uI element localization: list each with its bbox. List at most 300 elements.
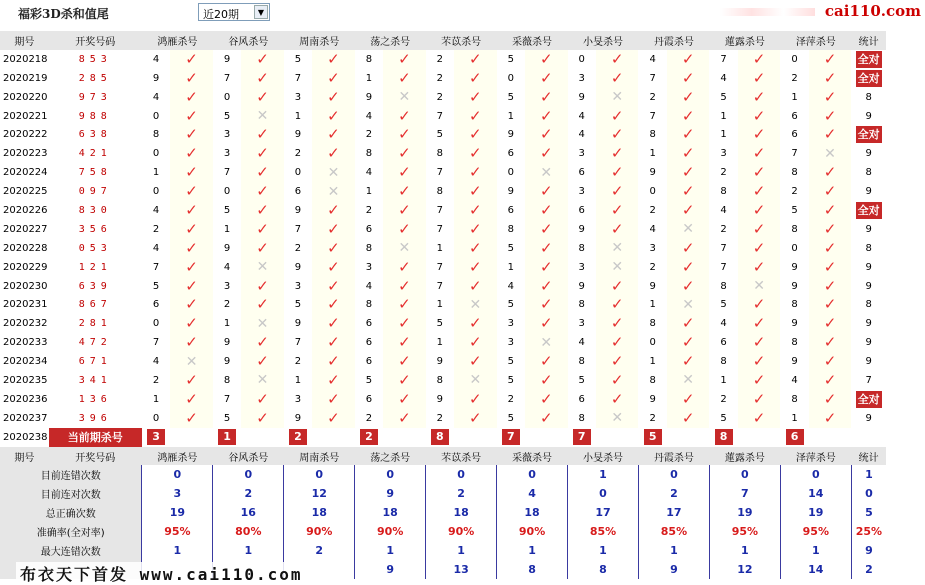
cross-icon: ✕ xyxy=(256,108,269,124)
checkmark-icon: ✓ xyxy=(823,182,837,201)
kill-pick-cell: 8 xyxy=(649,318,656,330)
stat-cell xyxy=(851,277,886,296)
result-cell xyxy=(667,352,710,371)
result-cell xyxy=(454,107,497,126)
kill-pick-cell: 1 xyxy=(223,223,231,235)
current-pick-cell xyxy=(213,428,241,447)
result-cell xyxy=(809,88,852,107)
result-cell xyxy=(241,182,284,201)
stats-value: 0 xyxy=(284,465,355,484)
result-cell xyxy=(170,390,213,409)
kill-pick-cell: 2 xyxy=(436,53,444,65)
draw-number-cell: 396 xyxy=(78,412,112,424)
checkmark-icon: ✓ xyxy=(823,68,837,87)
kill-pick-cell: 0 xyxy=(507,72,514,84)
checkmark-icon: ✓ xyxy=(681,144,695,163)
checkmark-icon: ✓ xyxy=(185,408,198,427)
kill-pick-cell: 3 xyxy=(578,148,585,160)
result-cell xyxy=(596,390,639,409)
kill-pick-cell: 3 xyxy=(507,318,514,330)
kill-pick-cell: 4 xyxy=(720,72,727,84)
stats-value: 0 xyxy=(213,465,284,484)
kill-pick-cell: 7 xyxy=(294,223,302,235)
stat-value: 8 xyxy=(865,91,872,103)
cross-icon: ✕ xyxy=(256,315,269,332)
table-row xyxy=(0,239,886,258)
current-pick-badge: 7 xyxy=(502,429,520,445)
result-cell xyxy=(454,163,497,182)
checkmark-icon: ✓ xyxy=(256,182,269,201)
result-cell xyxy=(809,69,852,88)
stats-label: 目前连对次数 xyxy=(0,484,142,503)
result-cell xyxy=(241,314,284,333)
draw-number-cell: 988 xyxy=(78,110,112,122)
kill-pick-cell: 0 xyxy=(152,318,160,330)
result-cell xyxy=(809,50,852,69)
result-cell xyxy=(525,390,568,409)
result-cell xyxy=(596,258,639,277)
result-cell xyxy=(738,371,781,390)
result-cell xyxy=(525,314,568,333)
stats-value: 12 xyxy=(284,484,355,503)
stats-value: 80% xyxy=(213,522,284,541)
result-cell xyxy=(454,144,497,163)
checkmark-icon: ✓ xyxy=(256,389,269,408)
checkmark-icon: ✓ xyxy=(539,257,553,276)
checkmark-icon: ✓ xyxy=(469,238,482,257)
checkmark-icon: ✓ xyxy=(610,219,624,238)
result-cell xyxy=(596,277,639,296)
checkmark-icon: ✓ xyxy=(469,49,482,68)
col-method-header: 丹霞杀号 xyxy=(638,447,709,466)
checkmark-icon: ✓ xyxy=(398,371,411,389)
result-cell xyxy=(809,125,852,144)
kill-pick-cell: 1 xyxy=(294,374,302,386)
result-cell xyxy=(525,220,568,239)
checkmark-icon: ✓ xyxy=(256,201,269,219)
kill-pick-cell: 6 xyxy=(365,393,373,405)
stats-value: 18 xyxy=(284,503,355,522)
stats-value: 1 xyxy=(142,541,213,560)
kill-pick-cell: 6 xyxy=(294,186,302,198)
cross-icon: ✕ xyxy=(256,372,269,389)
current-empty-cell xyxy=(809,428,852,447)
kill-pick-cell: 5 xyxy=(720,412,727,424)
stat-cell xyxy=(851,88,886,107)
stat-cell xyxy=(851,371,886,390)
kill-pick-cell: 5 xyxy=(294,53,302,65)
current-pick-badge: 8 xyxy=(431,429,449,445)
stat-cell xyxy=(851,239,886,258)
checkmark-icon: ✓ xyxy=(823,276,837,295)
col-draw-header: 开奖号码 xyxy=(49,447,142,466)
checkmark-icon: ✓ xyxy=(327,295,340,314)
draw-number-cell: 472 xyxy=(78,337,112,349)
checkmark-icon: ✓ xyxy=(398,125,411,144)
checkmark-icon: ✓ xyxy=(752,295,766,314)
draw-number-cell: 136 xyxy=(78,393,112,405)
checkmark-icon: ✓ xyxy=(823,87,837,106)
stat-cell xyxy=(851,69,886,88)
col-method-header: 丹霞杀号 xyxy=(638,31,709,50)
result-cell xyxy=(596,69,639,88)
kill-pick-cell: 8 xyxy=(436,374,444,386)
kill-pick-cell: 2 xyxy=(223,299,231,311)
draw-number-cell: 638 xyxy=(78,129,112,141)
checkmark-icon: ✓ xyxy=(327,201,340,219)
stats-value: 18 xyxy=(426,503,497,522)
result-cell xyxy=(383,88,426,107)
kill-pick-cell: 8 xyxy=(720,186,727,198)
kill-pick-cell: 5 xyxy=(507,412,514,424)
kill-pick-cell: 9 xyxy=(223,337,231,349)
result-cell xyxy=(454,182,497,201)
checkmark-icon: ✓ xyxy=(681,276,695,295)
result-cell xyxy=(596,352,639,371)
checkmark-icon: ✓ xyxy=(327,389,340,408)
kill-pick-cell: 9 xyxy=(578,91,585,103)
result-cell xyxy=(809,258,852,277)
result-cell xyxy=(170,182,213,201)
stat-value: 9 xyxy=(865,186,872,198)
checkmark-icon: ✓ xyxy=(398,106,411,125)
result-cell xyxy=(312,409,355,428)
checkmark-icon: ✓ xyxy=(185,219,198,238)
result-cell xyxy=(454,390,497,409)
current-empty-cell xyxy=(241,428,284,447)
checkmark-icon: ✓ xyxy=(398,257,411,276)
stats-row xyxy=(0,484,886,503)
result-cell xyxy=(454,352,497,371)
stats-value: 8 xyxy=(568,560,639,579)
result-cell xyxy=(667,107,710,126)
kill-pick-cell: 1 xyxy=(720,374,727,386)
checkmark-icon: ✓ xyxy=(398,314,411,333)
checkmark-icon: ✓ xyxy=(256,144,269,163)
stats-label: 总正确次数 xyxy=(0,503,142,522)
checkmark-icon: ✓ xyxy=(327,408,340,427)
checkmark-icon: ✓ xyxy=(539,182,553,201)
checkmark-icon: ✓ xyxy=(469,182,482,201)
checkmark-icon: ✓ xyxy=(327,276,340,295)
kill-pick-cell: 4 xyxy=(152,53,160,65)
result-cell xyxy=(525,107,568,126)
result-cell xyxy=(454,277,497,296)
kill-pick-cell: 4 xyxy=(649,53,656,65)
cross-icon: ✕ xyxy=(540,334,553,351)
result-cell xyxy=(596,239,639,258)
result-cell xyxy=(241,107,284,126)
stats-value: 16 xyxy=(213,503,284,522)
kill-pick-cell: 1 xyxy=(152,393,160,405)
kill-pick-cell: 8 xyxy=(791,299,798,311)
current-period-cell: 2020238 xyxy=(3,431,48,443)
checkmark-icon: ✓ xyxy=(398,163,411,182)
stat-value: 9 xyxy=(865,318,872,330)
checkmark-icon: ✓ xyxy=(539,295,553,314)
cross-icon: ✕ xyxy=(611,89,624,106)
checkmark-icon: ✓ xyxy=(752,314,766,333)
result-cell xyxy=(667,409,710,428)
kill-pick-cell: 5 xyxy=(720,91,727,103)
result-cell xyxy=(667,182,710,201)
kill-pick-cell: 8 xyxy=(720,356,727,368)
kill-pick-cell: 9 xyxy=(578,223,585,235)
kill-pick-cell: 9 xyxy=(223,356,231,368)
kill-pick-cell: 2 xyxy=(791,72,798,84)
kill-pick-cell: 3 xyxy=(223,148,231,160)
result-cell xyxy=(738,220,781,239)
checkmark-icon: ✓ xyxy=(327,68,340,87)
kill-pick-cell: 3 xyxy=(294,91,302,103)
kill-pick-cell: 7 xyxy=(720,242,727,254)
draw-number-cell: 341 xyxy=(78,374,112,386)
period-cell: 2020234 xyxy=(3,356,48,368)
current-empty-cell xyxy=(170,428,213,447)
stats-value: 0 xyxy=(426,465,497,484)
result-cell xyxy=(454,409,497,428)
stats-value: 0 xyxy=(568,484,639,503)
result-cell xyxy=(383,220,426,239)
result-cell xyxy=(809,333,852,352)
stats-value: 18 xyxy=(497,503,568,522)
checkmark-icon: ✓ xyxy=(823,106,837,125)
kill-pick-cell: 3 xyxy=(365,261,373,273)
checkmark-icon: ✓ xyxy=(681,182,695,201)
stats-row xyxy=(0,503,886,522)
all-correct-badge: 全对 xyxy=(857,52,880,66)
result-cell xyxy=(525,371,568,390)
current-pick-cell xyxy=(638,428,666,447)
result-cell xyxy=(667,371,710,390)
stats-value: 8 xyxy=(497,560,568,579)
col-method-header: 蓮露杀号 xyxy=(709,447,780,466)
checkmark-icon: ✓ xyxy=(823,352,837,371)
result-cell xyxy=(667,239,710,258)
result-cell xyxy=(738,69,781,88)
period-cell: 2020231 xyxy=(3,299,48,311)
draw-number-cell: 853 xyxy=(78,53,112,65)
result-cell xyxy=(738,239,781,258)
kill-pick-cell: 8 xyxy=(578,412,585,424)
stats-value: 17 xyxy=(568,503,639,522)
checkmark-icon: ✓ xyxy=(185,371,198,389)
checkmark-icon: ✓ xyxy=(752,408,766,427)
draw-number-cell: 421 xyxy=(78,148,112,160)
result-cell xyxy=(241,201,284,220)
result-cell xyxy=(170,220,213,239)
result-cell xyxy=(170,258,213,277)
kill-pick-cell: 8 xyxy=(365,299,373,311)
kill-pick-cell: 4 xyxy=(365,110,373,122)
checkmark-icon: ✓ xyxy=(469,408,482,427)
kill-pick-cell: 0 xyxy=(152,412,160,424)
col-method-header: 泽萍杀号 xyxy=(780,447,851,466)
kill-pick-cell: 2 xyxy=(720,223,727,235)
table-row xyxy=(0,352,886,371)
kill-pick-cell: 1 xyxy=(649,356,656,368)
kill-pick-cell: 8 xyxy=(578,242,585,254)
kill-pick-cell: 8 xyxy=(791,223,798,235)
checkmark-icon: ✓ xyxy=(185,87,198,106)
kill-pick-cell: 4 xyxy=(720,318,727,330)
cross-icon: ✕ xyxy=(611,259,624,276)
kill-pick-cell: 3 xyxy=(507,337,514,349)
cross-icon: ✕ xyxy=(327,183,340,200)
stats-value: 14 xyxy=(780,484,851,503)
kill-pick-cell: 0 xyxy=(791,53,798,65)
result-cell xyxy=(454,371,497,390)
stat-value: 8 xyxy=(865,167,872,179)
result-cell xyxy=(525,201,568,220)
kill-pick-cell: 5 xyxy=(507,356,514,368)
col-method-header: 芣苡杀号 xyxy=(426,31,497,50)
page-title: 福彩3D杀和值尾 xyxy=(18,7,109,21)
checkmark-icon: ✓ xyxy=(469,201,482,219)
stat-value: 8 xyxy=(865,299,872,311)
checkmark-icon: ✓ xyxy=(823,295,837,314)
result-cell xyxy=(312,371,355,390)
kill-pick-cell: 9 xyxy=(294,412,302,424)
kill-pick-cell: 9 xyxy=(294,204,302,216)
current-period-row xyxy=(0,428,886,447)
result-cell xyxy=(809,220,852,239)
col-method-header: 谷风杀号 xyxy=(213,31,284,50)
checkmark-icon: ✓ xyxy=(185,295,198,314)
checkmark-icon: ✓ xyxy=(256,87,269,106)
kill-pick-cell: 5 xyxy=(507,299,514,311)
result-cell xyxy=(596,409,639,428)
period-cell: 2020222 xyxy=(3,129,48,141)
footer-watermark: 布衣天下首发 www.cai110.com xyxy=(16,562,307,585)
checkmark-icon: ✓ xyxy=(539,68,553,87)
checkmark-icon: ✓ xyxy=(185,333,198,352)
result-cell xyxy=(525,144,568,163)
table-row xyxy=(0,88,886,107)
kill-pick-cell: 5 xyxy=(152,280,160,292)
chevron-down-icon[interactable]: ▼ xyxy=(254,5,268,19)
stats-value: 7 xyxy=(709,484,780,503)
stat-value: 9 xyxy=(865,110,872,122)
draw-number-cell: 356 xyxy=(78,223,112,235)
cross-icon: ✕ xyxy=(469,372,482,389)
kill-pick-cell: 9 xyxy=(649,167,656,179)
result-cell xyxy=(312,163,355,182)
result-cell xyxy=(809,163,852,182)
checkmark-icon: ✓ xyxy=(610,371,624,389)
site-logo: cai110.com xyxy=(824,2,921,20)
result-cell xyxy=(383,69,426,88)
checkmark-icon: ✓ xyxy=(185,106,198,125)
stat-cell xyxy=(851,144,886,163)
draw-number-cell: 639 xyxy=(78,280,112,292)
checkmark-icon: ✓ xyxy=(823,219,837,238)
col-method-header: 鸿雁杀号 xyxy=(142,447,213,466)
kill-pick-cell: 1 xyxy=(720,129,727,141)
kill-pick-cell: 2 xyxy=(152,223,160,235)
col-method-header: 芣苡杀号 xyxy=(426,447,497,466)
kill-pick-cell: 9 xyxy=(791,318,798,330)
checkmark-icon: ✓ xyxy=(752,49,766,68)
result-cell xyxy=(596,201,639,220)
current-pick-badge: 7 xyxy=(573,429,591,445)
stat-value: 9 xyxy=(865,261,872,273)
current-pick-badge: 2 xyxy=(360,429,378,445)
checkmark-icon: ✓ xyxy=(752,87,766,106)
result-cell xyxy=(312,390,355,409)
checkmark-icon: ✓ xyxy=(398,295,411,314)
cross-icon: ✕ xyxy=(256,259,269,276)
result-cell xyxy=(738,201,781,220)
checkmark-icon: ✓ xyxy=(256,68,269,87)
checkmark-icon: ✓ xyxy=(398,352,411,371)
kill-pick-cell: 7 xyxy=(436,280,444,292)
kill-pick-cell: 4 xyxy=(365,280,373,292)
table-row xyxy=(0,107,886,126)
kill-pick-cell: 2 xyxy=(720,393,727,405)
result-cell xyxy=(738,333,781,352)
result-cell xyxy=(312,50,355,69)
period-range-select[interactable] xyxy=(198,3,270,21)
checkmark-icon: ✓ xyxy=(256,408,269,427)
checkmark-icon: ✓ xyxy=(681,333,695,352)
result-cell xyxy=(454,333,497,352)
stat-value: 9 xyxy=(865,337,872,349)
checkmark-icon: ✓ xyxy=(823,238,837,257)
stats-value: 85% xyxy=(568,522,639,541)
kill-pick-cell: 5 xyxy=(791,204,798,216)
kill-pick-cell: 9 xyxy=(436,356,444,368)
kill-pick-cell: 6 xyxy=(791,110,798,122)
result-cell xyxy=(170,107,213,126)
kill-pick-cell: 7 xyxy=(152,261,160,273)
checkmark-icon: ✓ xyxy=(327,333,340,352)
checkmark-icon: ✓ xyxy=(469,68,482,87)
table-row xyxy=(0,371,886,390)
result-cell xyxy=(383,182,426,201)
checkmark-icon: ✓ xyxy=(539,238,553,257)
checkmark-icon: ✓ xyxy=(752,238,766,257)
period-cell: 2020220 xyxy=(3,91,48,103)
result-cell xyxy=(241,125,284,144)
checkmark-icon: ✓ xyxy=(539,49,553,68)
checkmark-icon: ✓ xyxy=(539,125,553,144)
result-cell xyxy=(667,314,710,333)
result-cell xyxy=(454,295,497,314)
draw-number-cell: 281 xyxy=(78,318,112,330)
result-cell xyxy=(241,277,284,296)
kill-pick-cell: 9 xyxy=(365,91,373,103)
checkmark-icon: ✓ xyxy=(398,333,411,352)
result-cell xyxy=(312,220,355,239)
result-cell xyxy=(738,88,781,107)
table-row xyxy=(0,277,886,296)
checkmark-icon: ✓ xyxy=(681,163,695,182)
kill-pick-cell: 7 xyxy=(436,167,444,179)
kill-pick-cell: 5 xyxy=(507,374,514,386)
checkmark-icon: ✓ xyxy=(681,87,695,106)
kill-pick-cell: 7 xyxy=(436,223,444,235)
current-empty-cell xyxy=(312,428,355,447)
checkmark-icon: ✓ xyxy=(327,87,340,106)
stats-value: 90% xyxy=(355,522,426,541)
draw-number-cell: 671 xyxy=(78,356,112,368)
result-cell xyxy=(738,144,781,163)
result-cell xyxy=(312,182,355,201)
stats-value: 19 xyxy=(709,503,780,522)
col-method-header: 周南杀号 xyxy=(284,31,355,50)
result-cell xyxy=(667,258,710,277)
